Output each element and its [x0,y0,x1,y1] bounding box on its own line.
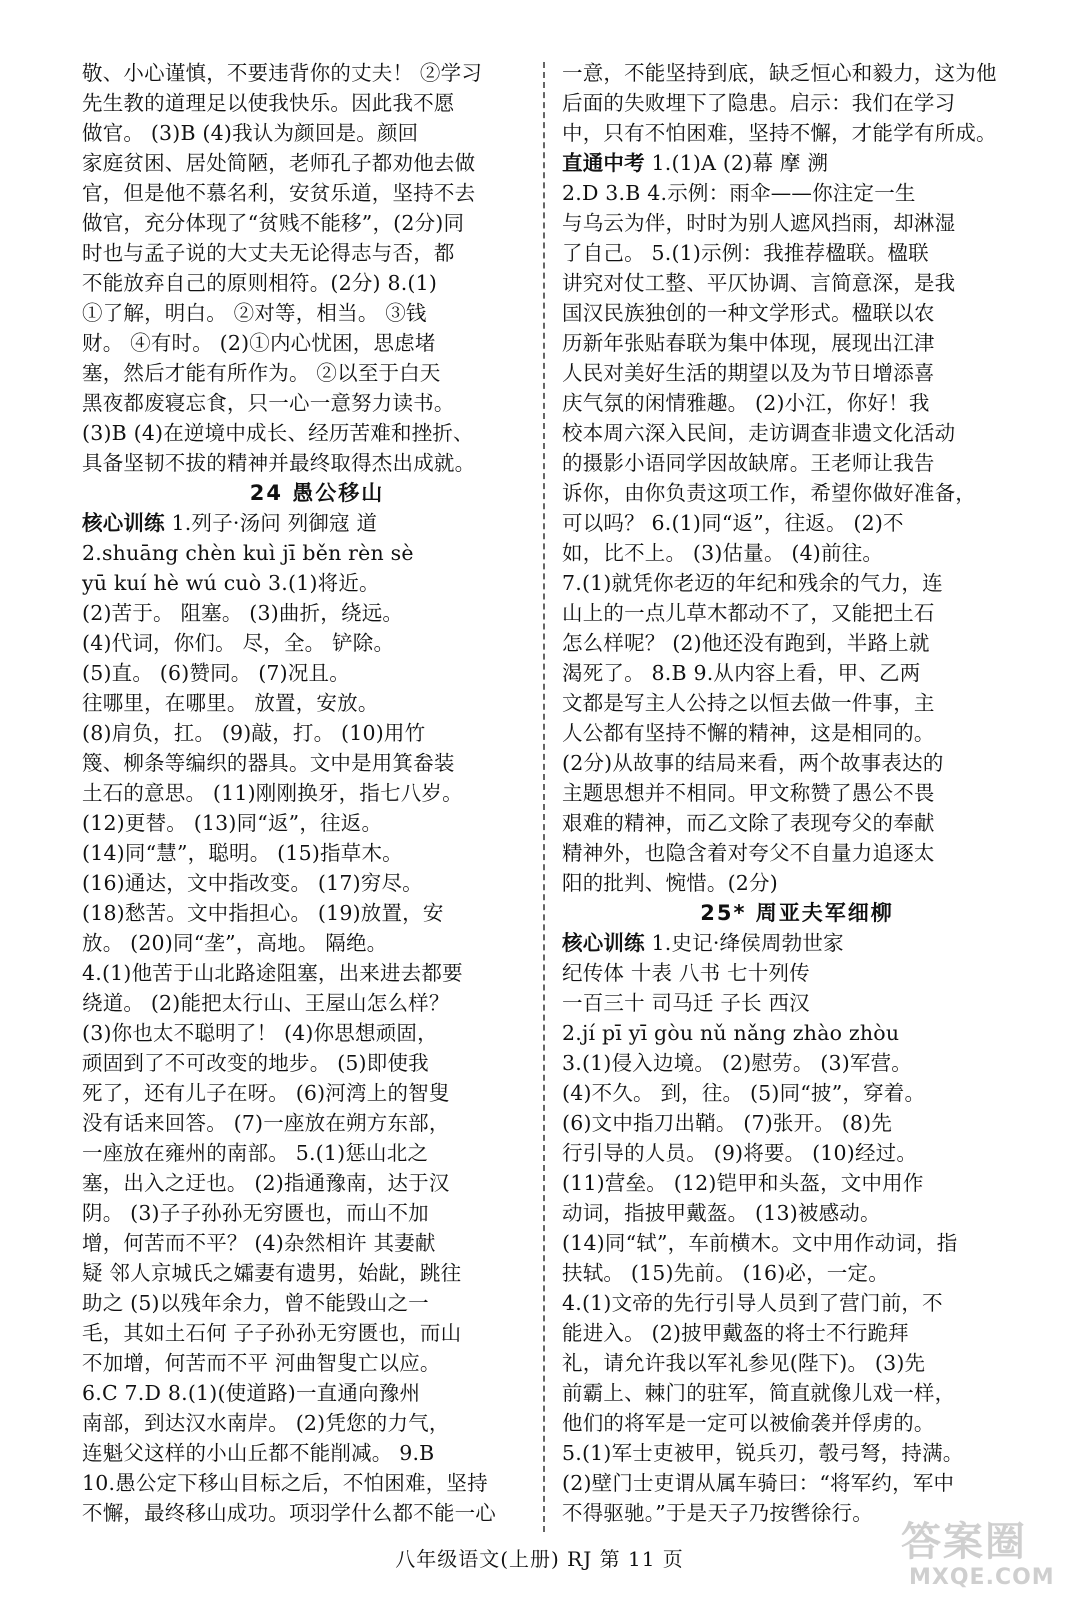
text-line [82,868,552,898]
text-line [562,88,1032,118]
text-line [562,1108,1032,1138]
line-text: 山上的一点儿草木都动不了，又能把土石 [562,601,935,625]
text-line [82,1318,552,1348]
line-text: (3)你也太不聪明了！ (4)你思想顽固， [82,1021,438,1045]
text-line [82,388,552,418]
text-line [562,1288,1032,1318]
line-text: 6.C 7.D 8.(1)(使道路)一直通向豫州 [82,1381,421,1405]
text-line [82,1108,552,1138]
line-text: 南部，到达汉水南岸。 (2)凭您的力气， [82,1411,450,1435]
line-text: 1.史记·绛侯周勃世家 [644,931,844,955]
line-text: (11)营垒。 (12)铠甲和头盔，文中用作 [562,1171,924,1195]
text-line [562,1378,1032,1408]
line-text: (2分)从故事的结局来看，两个故事表达的 [562,751,944,775]
text-line [82,448,552,478]
line-text: 礼，请允许我以军礼参见(陛下)。 (3)先 [562,1351,926,1375]
line-text: 放。 (20)同“垄”，高地。 隔绝。 [82,931,388,955]
text-line [82,1498,552,1528]
column-divider [543,62,545,1532]
text-line [562,748,1032,778]
line-text: (18)愁苦。文中指担心。 (19)放置，安 [82,901,444,925]
line-text: 顽固到了不可改变的地步。 (5)即使我 [82,1051,429,1075]
line-text: 增，何苦而不平？ (4)杂然相许 其妻献 [82,1231,436,1255]
text-line [562,238,1032,268]
text-line [82,808,552,838]
text-line [82,958,552,988]
text-line [82,628,552,658]
text-line [562,358,1032,388]
text-line [562,1048,1032,1078]
text-line [562,418,1032,448]
line-text: 时也与孟子说的大丈夫无论得志与否，都 [82,241,455,265]
line-text: 纪传体 十表 八书 七十列传 [562,961,810,985]
text-line [82,688,552,718]
line-text: 前霸上、棘门的驻军，简直就像儿戏一样， [562,1381,956,1405]
line-text: 一百三十 司马迁 子长 西汉 [562,991,810,1015]
text-line [82,238,552,268]
line-text: 敬、小心谨慎，不要违背你的丈夫！ ②学习 [82,61,483,85]
line-text: (8)肩负，扛。 (9)敲，打。 (10)用竹 [82,721,426,745]
section-heading: 25* 周亚夫军细柳 [700,901,894,925]
text-line [562,538,1032,568]
line-text: (14)同“慧”，聪明。 (15)指草木。 [82,841,403,865]
text-line [82,778,552,808]
text-line [562,328,1032,358]
line-text: 不加增，何苦而不平 河曲智叟亡以应。 [82,1351,441,1375]
text-line [82,328,552,358]
text-line [82,1258,552,1288]
text-line [562,388,1032,418]
text-line [82,1228,552,1258]
text-line [562,658,1032,688]
text-line [562,1168,1032,1198]
watermark [895,1506,1065,1592]
line-text: 文都是写主人公持之以恒去做一件事，主 [562,691,935,715]
text-line [562,1468,1032,1498]
line-text: 疑 邻人京城氏之孀妻有遗男，始龀，跳往 [82,1261,462,1285]
line-text: 了自己。 5.(1)示例：我推荐楹联。楹联 [562,241,929,265]
text-line [562,568,1032,598]
section-label: 核心训练 [562,931,645,955]
line-text: 做官。 (3)B (4)我认为颜回是。颜回 [82,121,419,145]
text-line [82,748,552,778]
line-text: 2.shuāng chèn kuì jī běn rèn sè [82,541,414,565]
line-text: 渴死了。 8.B 9.从内容上看，甲、乙两 [562,661,921,685]
line-text: 塞，然后才能有所作为。 ②以至于白天 [82,361,441,385]
text-line [82,838,552,868]
text-line [562,628,1032,658]
line-text: 后面的失败埋下了隐患。启示：我们在学习 [562,91,956,115]
line-text: 5.(1)军士吏被甲，锐兵刃，彀弓弩，持满。 [562,1441,964,1465]
line-text: 行引导的人员。 (9)将要。 (10)经过。 [562,1141,918,1165]
line-text: 毛，其如土石何 子子孙孙无穷匮也，而山 [82,1321,462,1345]
text-line [562,838,1032,868]
text-line [562,1228,1032,1258]
text-line [82,988,552,1018]
text-line [82,118,552,148]
text-line [562,868,1032,898]
line-text: 绕道。 (2)能把太行山、王屋山怎么样？ [82,991,450,1015]
text-line [82,718,552,748]
line-text: 连魁父这样的小山丘都不能削减。 9.B [82,1441,435,1465]
line-text: ①了解，明白。 ②对等，相当。 ③钱 [82,301,427,325]
text-line [562,1198,1032,1228]
text-line [82,568,552,598]
line-text: 10.愚公定下移山目标之后，不怕困难，坚持 [82,1471,488,1495]
line-text: 往哪里，在哪里。 放置，安放。 [82,691,379,715]
line-text: 不懈，最终移山成功。项羽学什么都不能一心 [82,1501,496,1525]
section-heading: 24 愚公移山 [249,481,385,505]
line-text: 阳的批判、惋惜。(2分) [562,871,778,895]
text-line [82,1438,552,1468]
line-text: 诉你，由你负责这项工作，希望你做好准备， [562,481,976,505]
text-line [562,148,1032,178]
right-column [562,58,1032,1528]
text-line [82,1168,552,1198]
line-text: 土石的意思。 (11)刚刚换牙，指七八岁。 [82,781,463,805]
text-line [562,58,1032,88]
line-text: 中，只有不怕困难，坚持不懈，才能学有所成。 [562,121,997,145]
line-text: 怎么样呢？ (2)他还没有跑到，半路上就 [562,631,930,655]
text-line [562,268,1032,298]
text-line [82,658,552,688]
line-text: 如，比不上。 (3)估量。 (4)前往。 [562,541,884,565]
text-line [82,1348,552,1378]
line-text: 家庭贫困、居处简陋，老师孔子都劝他去做 [82,151,476,175]
line-text: 篾、柳条等编织的器具。文中是用箕畚装 [82,751,455,775]
text-line [562,208,1032,238]
text-line [82,1078,552,1108]
line-text: 他们的将军是一定可以被偷袭并俘虏的。 [562,1411,935,1435]
text-line [562,928,1032,958]
line-text: (4)代词，你们。 尽，全。 铲除。 [82,631,395,655]
text-line [562,808,1032,838]
text-line [562,1318,1032,1348]
text-line [562,598,1032,628]
line-text: 讲究对仗工整、平仄协调、言简意深，是我 [562,271,956,295]
text-line [82,178,552,208]
text-line [562,1438,1032,1468]
line-text: 7.(1)就凭你老迈的年纪和残余的气力，连 [562,571,943,595]
text-line [562,1408,1032,1438]
text-line [82,1138,552,1168]
line-text: 4.(1)他苦于山北路途阻塞，出来进去都要 [82,961,463,985]
watermark-url: MXQE.COM [909,1565,1055,1590]
line-text: (6)文中指刀出鞘。 (7)张开。 (8)先 [562,1111,893,1135]
text-line [82,1048,552,1078]
section-label: 直通中考 [562,151,645,175]
text-line [562,478,1032,508]
text-line [562,178,1032,208]
line-text: 动词，指披甲戴盔。 (13)被感动。 [562,1201,881,1225]
text-line [82,298,552,328]
text-line [562,1258,1032,1288]
line-text: 扶轼。 (15)先前。 (16)必，一定。 [562,1261,889,1285]
text-line [82,1468,552,1498]
text-line [82,1288,552,1318]
line-text: 人公都有坚持不懈的精神，这是相同的。 [562,721,935,745]
line-text: 2.D 3.B 4.示例：雨伞——你注定一生 [562,181,916,205]
line-text: 庆气氛的闲情雅趣。 (2)小江，你好！我 [562,391,930,415]
line-text: 3.(1)侵入边境。 (2)慰劳。 (3)军营。 [562,1051,913,1075]
line-text: 具备坚韧不拔的精神并最终取得杰出成就。 [82,451,476,475]
line-text: (16)通达，文中指改变。 (17)穷尽。 [82,871,423,895]
line-text: 历新年张贴春联为集中体现，展现出江津 [562,331,935,355]
line-text: 主题思想并不相同。甲文称赞了愚公不畏 [562,781,935,805]
line-text: (5)直。 (6)赞同。 (7)况且。 [82,661,350,685]
line-text: 能进入。 (2)披甲戴盔的将士不行跪拜 [562,1321,909,1345]
line-text: 与乌云为伴，时时为别人遮风挡雨，却淋湿 [562,211,956,235]
text-line [562,448,1032,478]
text-line [562,1138,1032,1168]
text-line [82,1198,552,1228]
line-text: (2)苦于。 阻塞。 (3)曲折，绕远。 [82,601,404,625]
line-text: yū kuí hè wú cuò 3.(1)将近。 [82,571,380,595]
line-text: (2)壁门士吏谓从属车骑曰：“将军约，军中 [562,1471,955,1495]
text-line [562,508,1032,538]
text-line [82,268,552,298]
text-line [82,1018,552,1048]
line-text: (3)B (4)在逆境中成长、经历苦难和挫折、 [82,421,474,445]
line-text: 做官，充分体现了“贫贱不能移”，(2分)同 [82,211,465,235]
text-line [562,1018,1032,1048]
line-text: 1.列子·汤问 列御寇 道 [164,511,378,535]
text-line [82,1378,552,1408]
line-text: 官，但是他不慕名利，安贫乐道，坚持不去 [82,181,476,205]
text-line [562,718,1032,748]
line-text: 阴。 (3)子子孙孙无穷匮也，而山不加 [82,1201,429,1225]
text-line [562,118,1032,148]
text-line [562,298,1032,328]
text-line [562,1348,1032,1378]
text-line [82,418,552,448]
line-text: 国汉民族独创的一种文学形式。楹联以农 [562,301,935,325]
line-text: 不得驱驰。”于是天子乃按辔徐行。 [562,1501,873,1525]
line-text: 人民对美好生活的期望以及为节日增添喜 [562,361,935,385]
text-line [82,88,552,118]
section-label: 核心训练 [82,511,165,535]
line-text: 的摄影小语同学因故缺席。王老师让我告 [562,451,935,475]
text-line [82,358,552,388]
text-line [82,538,552,568]
text-line [82,598,552,628]
text-line [562,778,1032,808]
line-text: (4)不久。 到，往。 (5)同“披”，穿着。 [562,1081,926,1105]
text-line [82,58,552,88]
line-text: 不能放弃自己的原则相符。(2分) 8.(1) [82,271,438,295]
line-text: 精神外，也隐含着对夸父不自量力追逐太 [562,841,935,865]
text-line [82,508,552,538]
text-line [562,688,1032,718]
line-text: 财。 ④有时。 (2)①内心忧困，思虑堵 [82,331,436,355]
line-text: 校本周六深入民间，走访调查非遗文化活动 [562,421,956,445]
watermark-logo: 答案圈 [901,1519,1027,1565]
text-line [82,208,552,238]
line-text: 一意，不能坚持到底，缺乏恒心和毅力，这为他 [562,61,997,85]
text-line [562,988,1032,1018]
line-text: 可以吗？ 6.(1)同“返”，往返。 (2)不 [562,511,904,535]
line-text: 4.(1)文帝的先行引导人员到了营门前，不 [562,1291,943,1315]
text-line [82,898,552,928]
line-text: 2.jí pī yī gòu nǔ nǎng zhào zhòu [562,1021,900,1045]
text-line [562,1078,1032,1108]
line-text: 先生教的道理足以使我快乐。因此我不愿 [82,91,455,115]
line-text: 死了，还有儿子在呀。 (6)河湾上的智叟 [82,1081,450,1105]
text-line [562,958,1032,988]
line-text: 1.(1)A (2)幕 摩 溯 [644,151,829,175]
left-column [82,58,552,1528]
text-line [82,1408,552,1438]
line-text: (14)同“轼”，车前横木。文中用作动词，指 [562,1231,958,1255]
line-text: 一座放在雍州的南部。 5.(1)惩山北之 [82,1141,429,1165]
text-line [82,928,552,958]
line-text: 黑夜都废寝忘食，只一心一意努力读书。 [82,391,455,415]
line-text: 助之 (5)以残年余力，曾不能毁山之一 [82,1291,429,1315]
page-footer: 八年级语文(上册) RJ 第 11 页 [395,1547,684,1571]
line-text: 没有话来回答。 (7)一座放在朔方东部， [82,1111,450,1135]
line-text: 塞，出入之迂也。 (2)指通豫南，达于汉 [82,1171,450,1195]
line-text: 艰难的精神，而乙文除了表现夸父的奉献 [562,811,935,835]
text-line [82,148,552,178]
line-text: (12)更替。 (13)同“返”，往返。 [82,811,383,835]
